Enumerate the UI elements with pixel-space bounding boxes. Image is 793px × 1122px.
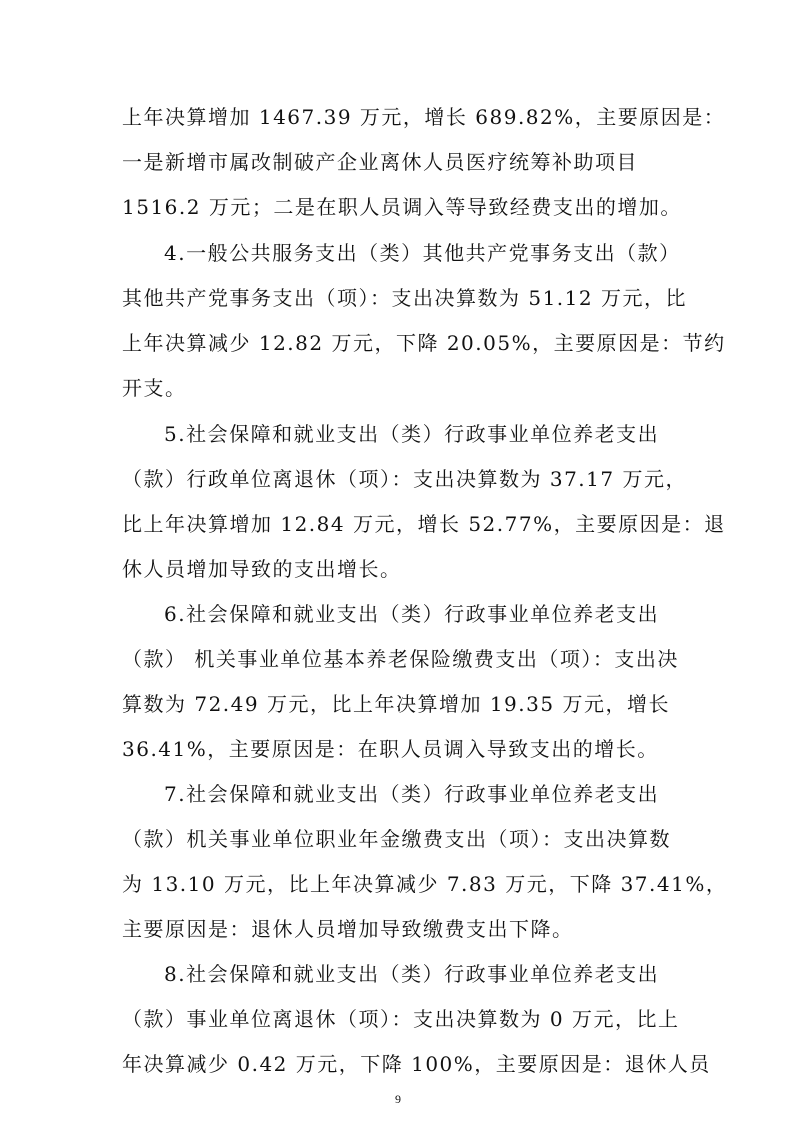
text-line: 上年决算增加 1467.39 万元，增长 689.82%，主要原因是： [122, 105, 726, 129]
section-8-heading-line: 8.社会保障和就业支出（类）行政事业单位养老支出 [164, 962, 660, 986]
text-line: 1516.2 万元；二是在职人员调入等导致经费支出的增加。 [122, 195, 682, 219]
text-line: 其他共产党事务支出（项）：支出决算数为 51.12 万元，比 [122, 286, 687, 310]
text-line: 为 13.10 万元，比上年决算减少 7.83 万元，下降 37.41%， [122, 872, 728, 896]
page-number: 9 [395, 1092, 401, 1106]
text-line: 比上年决算增加 12.84 万元，增长 52.77%，主要原因是：退 [122, 512, 726, 536]
text-line: 算数为 72.49 万元，比上年决算增加 19.35 万元，增长 [122, 692, 670, 716]
text-line: 休人员增加导致的支出增长。 [122, 557, 402, 581]
text-line: （款）行政单位离退休（项）：支出决算数为 37.17 万元， [122, 467, 687, 491]
text-line: 主要原因是：退休人员增加导致缴费支出下降。 [122, 917, 574, 941]
section-5-heading-line: 5.社会保障和就业支出（类）行政事业单位养老支出 [164, 422, 660, 446]
text-line: 开支。 [122, 376, 187, 400]
section-7-heading-line: 7.社会保障和就业支出（类）行政事业单位养老支出 [164, 782, 660, 806]
text-line: 36.41%，主要原因是：在职人员调入导致支出的增长。 [122, 737, 659, 761]
text-line: 年决算减少 0.42 万元，下降 100%，主要原因是：退休人员 [122, 1052, 711, 1076]
text-line: （款）机关事业单位职业年金缴费支出（项）：支出决算数 [122, 827, 671, 851]
text-line: 上年决算减少 12.82 万元，下降 20.05%，主要原因是：节约 [122, 331, 726, 355]
text-line: 一是新增市属改制破产企业离休人员医疗统筹补助项目 [122, 150, 638, 174]
text-line: （款）事业单位离退休（项）：支出决算数为 0 万元，比上 [122, 1007, 680, 1031]
section-6-heading-line: 6.社会保障和就业支出（类）行政事业单位养老支出 [164, 602, 660, 626]
text-line: （款） 机关事业单位基本养老保险缴费支出（项）：支出决 [122, 647, 679, 671]
section-4-heading-line: 4.一般公共服务支出（类）其他共产党事务支出（款） [164, 241, 681, 265]
